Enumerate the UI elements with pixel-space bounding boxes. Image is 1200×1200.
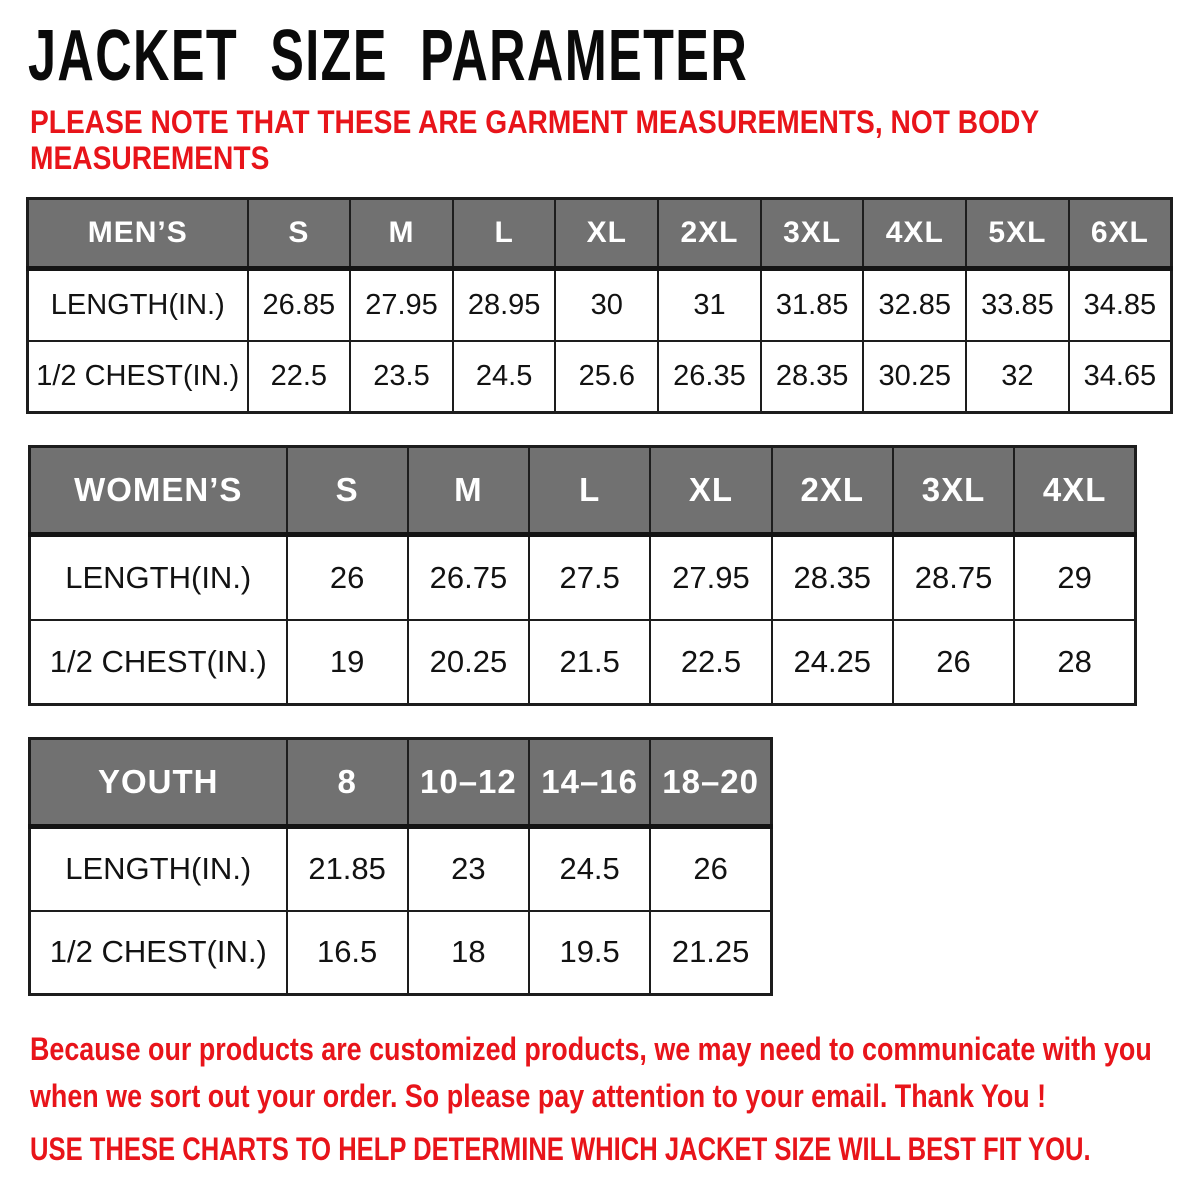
youth-table-title: YOUTH [30, 739, 287, 827]
size-value-cell: 28.35 [772, 535, 893, 620]
mens-size-column-header: L [453, 199, 556, 269]
customization-notice-line1: Because our products are customized products, we may need to communicate with you [30, 1031, 1152, 1067]
size-value-cell: 26.75 [408, 535, 529, 620]
size-value-cell: 28.95 [453, 269, 556, 341]
size-value-cell: 26.85 [248, 269, 351, 341]
mens-size-table [26, 197, 1173, 414]
youth-size-column-header: 10–12 [408, 739, 529, 827]
size-value-cell: 28.35 [761, 341, 864, 413]
womens-measurement-row [30, 620, 1136, 705]
size-value-cell: 16.5 [287, 911, 408, 995]
youth-size-table [28, 737, 773, 996]
womens-size-column-header: 2XL [772, 447, 893, 535]
mens-size-column-header: XL [555, 199, 658, 269]
measurement-row-label: 1/2 CHEST(IN.) [28, 341, 248, 413]
womens-header-row [30, 447, 1136, 535]
womens-size-column-header: L [529, 447, 650, 535]
mens-header-row [28, 199, 1172, 269]
youth-measurement-row [30, 911, 772, 995]
youth-size-column-header: 18–20 [650, 739, 771, 827]
size-value-cell: 31.85 [761, 269, 864, 341]
size-value-cell: 29 [1014, 535, 1135, 620]
size-value-cell: 21.5 [529, 620, 650, 705]
mens-size-column-header: 6XL [1069, 199, 1172, 269]
size-value-cell: 23 [408, 827, 529, 911]
size-value-cell: 32.85 [863, 269, 966, 341]
womens-measurement-row [30, 535, 1136, 620]
youth-size-column-header: 8 [287, 739, 408, 827]
mens-size-column-header: M [350, 199, 453, 269]
mens-size-column-header: S [248, 199, 351, 269]
womens-size-column-header: S [287, 447, 408, 535]
page-title: JACKET SIZE PARAMETER [28, 16, 749, 96]
customization-notice-line2: when we sort out your order. So please pay attention to your email. Thank You ! [30, 1078, 1047, 1114]
size-value-cell: 27.95 [350, 269, 453, 341]
size-value-cell: 24.25 [772, 620, 893, 705]
size-value-cell: 27.95 [650, 535, 771, 620]
size-value-cell: 34.85 [1069, 269, 1172, 341]
measurement-row-label: LENGTH(IN.) [30, 827, 287, 911]
size-value-cell: 27.5 [529, 535, 650, 620]
womens-size-column-header: M [408, 447, 529, 535]
size-value-cell: 26 [287, 535, 408, 620]
womens-table-title: WOMEN’S [30, 447, 287, 535]
size-value-cell: 34.65 [1069, 341, 1172, 413]
measurement-row-label: LENGTH(IN.) [28, 269, 248, 341]
size-value-cell: 30.25 [863, 341, 966, 413]
youth-measurement-row [30, 827, 772, 911]
size-value-cell: 24.5 [529, 827, 650, 911]
size-value-cell: 28.75 [893, 535, 1014, 620]
measurement-row-label: LENGTH(IN.) [30, 535, 287, 620]
mens-size-column-header: 3XL [761, 199, 864, 269]
garment-note-line2: MEASUREMENTS [30, 140, 270, 176]
garment-measurement-note [30, 104, 1039, 176]
mens-measurement-row [28, 341, 1172, 413]
mens-table-title: MEN’S [28, 199, 248, 269]
size-value-cell: 30 [555, 269, 658, 341]
youth-header-row [30, 739, 772, 827]
size-value-cell: 33.85 [966, 269, 1069, 341]
mens-size-column-header: 4XL [863, 199, 966, 269]
size-value-cell: 32 [966, 341, 1069, 413]
size-value-cell: 20.25 [408, 620, 529, 705]
womens-size-column-header: XL [650, 447, 771, 535]
mens-size-column-header: 2XL [658, 199, 761, 269]
womens-size-column-header: 4XL [1014, 447, 1135, 535]
youth-size-column-header: 14–16 [529, 739, 650, 827]
fit-advice-text: USE THESE CHARTS TO HELP DETERMINE WHICH JACKET SIZE WILL BEST FIT YOU. [30, 1131, 1091, 1167]
measurement-row-label: 1/2 CHEST(IN.) [30, 620, 287, 705]
mens-size-column-header: 5XL [966, 199, 1069, 269]
size-value-cell: 19 [287, 620, 408, 705]
size-value-cell: 23.5 [350, 341, 453, 413]
size-value-cell: 31 [658, 269, 761, 341]
mens-measurement-row [28, 269, 1172, 341]
size-value-cell: 24.5 [453, 341, 556, 413]
size-value-cell: 21.25 [650, 911, 771, 995]
size-value-cell: 22.5 [650, 620, 771, 705]
size-value-cell: 19.5 [529, 911, 650, 995]
size-value-cell: 22.5 [248, 341, 351, 413]
womens-size-table [28, 445, 1137, 706]
size-value-cell: 26.35 [658, 341, 761, 413]
size-value-cell: 25.6 [555, 341, 658, 413]
size-value-cell: 28 [1014, 620, 1135, 705]
size-value-cell: 18 [408, 911, 529, 995]
size-value-cell: 26 [893, 620, 1014, 705]
garment-note-line1: PLEASE NOTE THAT THESE ARE GARMENT MEASUREMENTS, NOT BODY [30, 104, 1040, 140]
size-value-cell: 26 [650, 827, 771, 911]
customization-notice [30, 1026, 1152, 1120]
measurement-row-label: 1/2 CHEST(IN.) [30, 911, 287, 995]
size-value-cell: 21.85 [287, 827, 408, 911]
womens-size-column-header: 3XL [893, 447, 1014, 535]
